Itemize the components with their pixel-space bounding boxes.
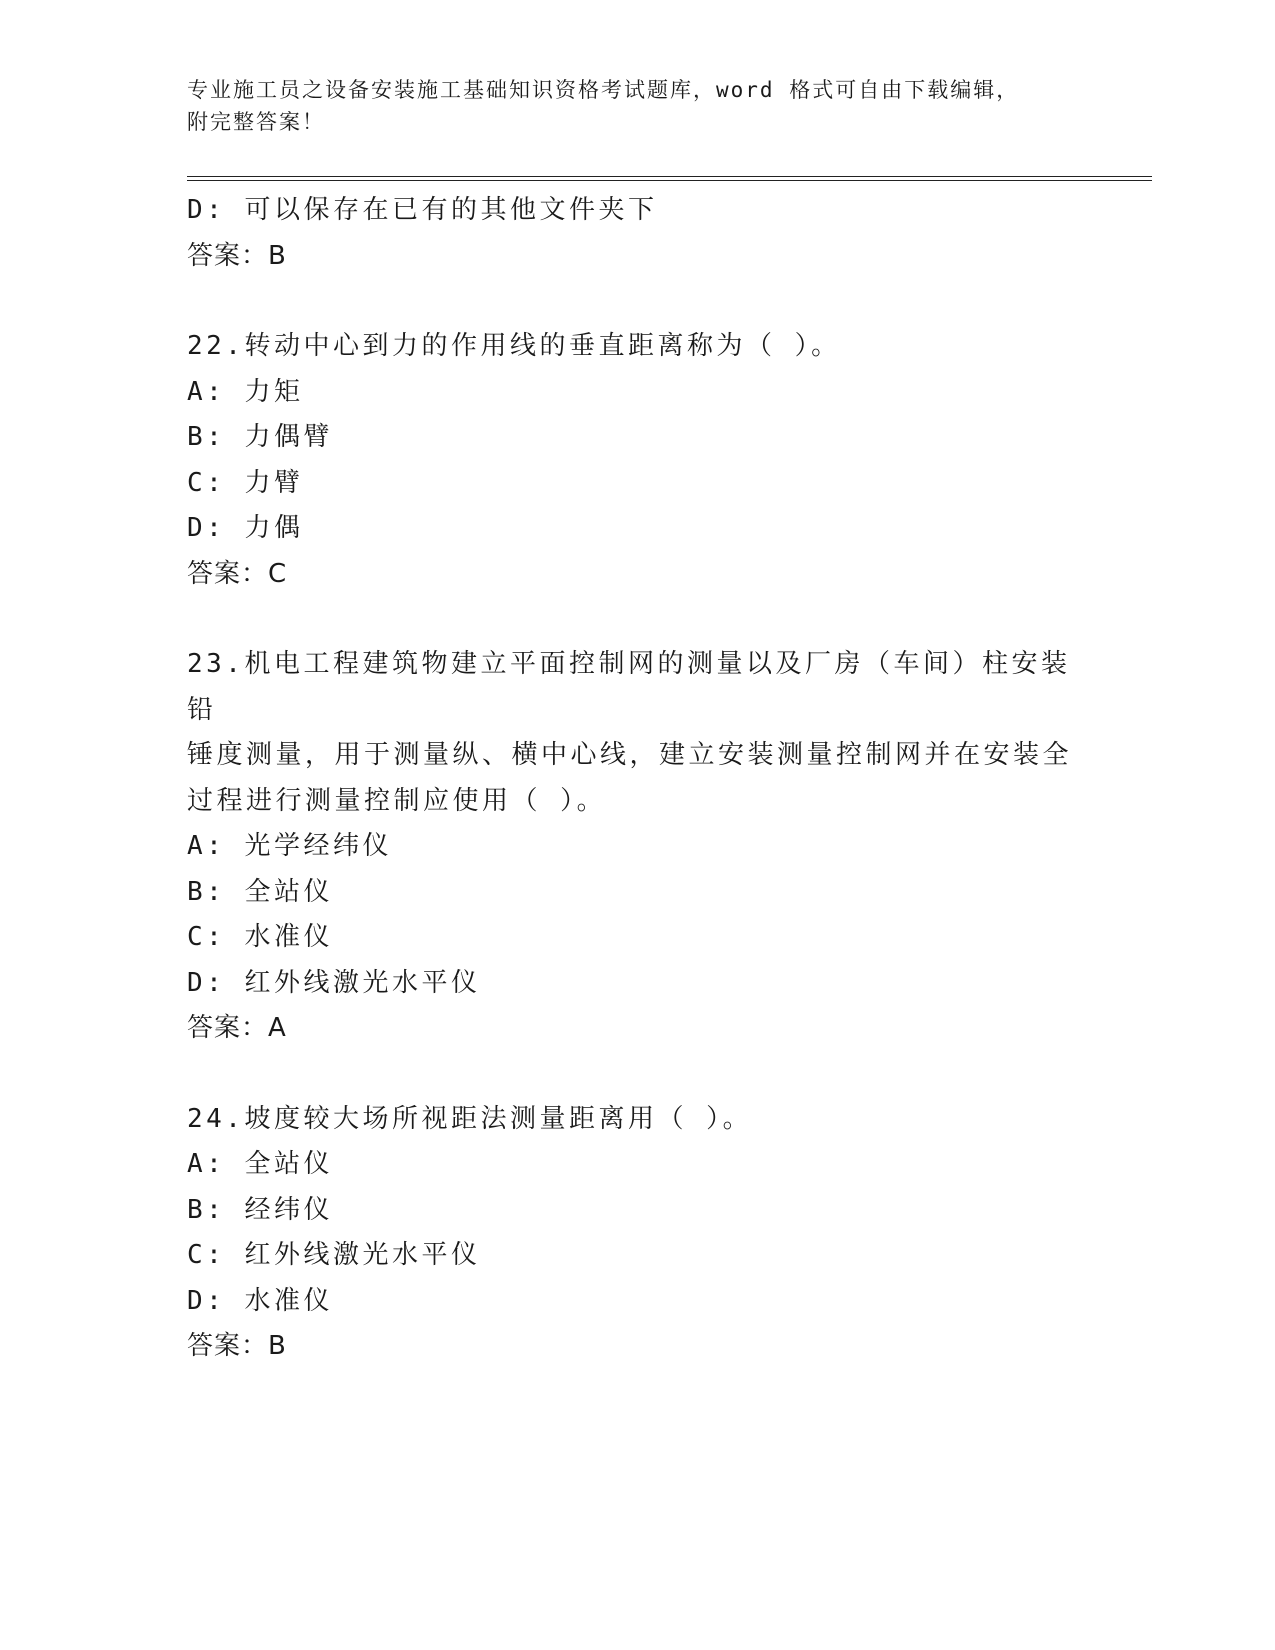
question-text-line-3: 过程进行测量控制应使用（ ）。 [187, 785, 607, 816]
option-c: C: 力臂 [187, 467, 304, 498]
question-content [187, 188, 1107, 1370]
option-c: C: 水准仪 [187, 922, 333, 952]
answer: 答案：A [187, 1013, 287, 1043]
option-a: A: 光学经纬仪 [187, 831, 392, 861]
spacer [187, 1052, 1107, 1097]
question-text-line-2: 锤度测量，用于测量纵、横中心线，建立安装测量控制网并在安装全 [187, 740, 1073, 770]
question-text: 24.坡度较大场所视距法测量距离用（ ）。 [187, 1103, 753, 1134]
option-b: B: 力偶臂 [187, 422, 333, 452]
option-a: A: 全站仪 [187, 1149, 333, 1179]
previous-question-tail [187, 188, 1107, 279]
header-line-2: 附完整答案！ [187, 110, 325, 134]
answer: 答案：C [187, 558, 288, 589]
page-header [187, 74, 1087, 138]
option-b: B: 经纬仪 [187, 1194, 333, 1225]
spacer [187, 279, 1107, 324]
question-23 [187, 642, 1107, 1052]
answer: 答案：B [187, 1331, 287, 1361]
option-b: B: 全站仪 [187, 876, 333, 907]
answer: 答案：B [187, 240, 287, 271]
header-divider [187, 176, 1152, 181]
question-24 [187, 1097, 1107, 1370]
option-a: A: 力矩 [187, 376, 304, 407]
option-d: D: 红外线激光水平仪 [187, 967, 481, 998]
option-d: D: 水准仪 [187, 1285, 333, 1316]
header-line-1: 专业施工员之设备安装施工基础知识资格考试题库，word 格式可自由下载编辑， [187, 78, 1020, 102]
option-d: D: 力偶 [187, 513, 304, 543]
option-d: D: 可以保存在已有的其他文件夹下 [187, 195, 658, 225]
question-text: 22.转动中心到力的作用线的垂直距离称为（ ）。 [187, 331, 841, 361]
option-c: C: 红外线激光水平仪 [187, 1240, 481, 1270]
question-22 [187, 324, 1107, 597]
spacer [187, 597, 1107, 642]
question-text-line-1: 23.机电工程建筑物建立平面控制网的测量以及厂房（车间）柱安装铅 [187, 649, 1071, 725]
